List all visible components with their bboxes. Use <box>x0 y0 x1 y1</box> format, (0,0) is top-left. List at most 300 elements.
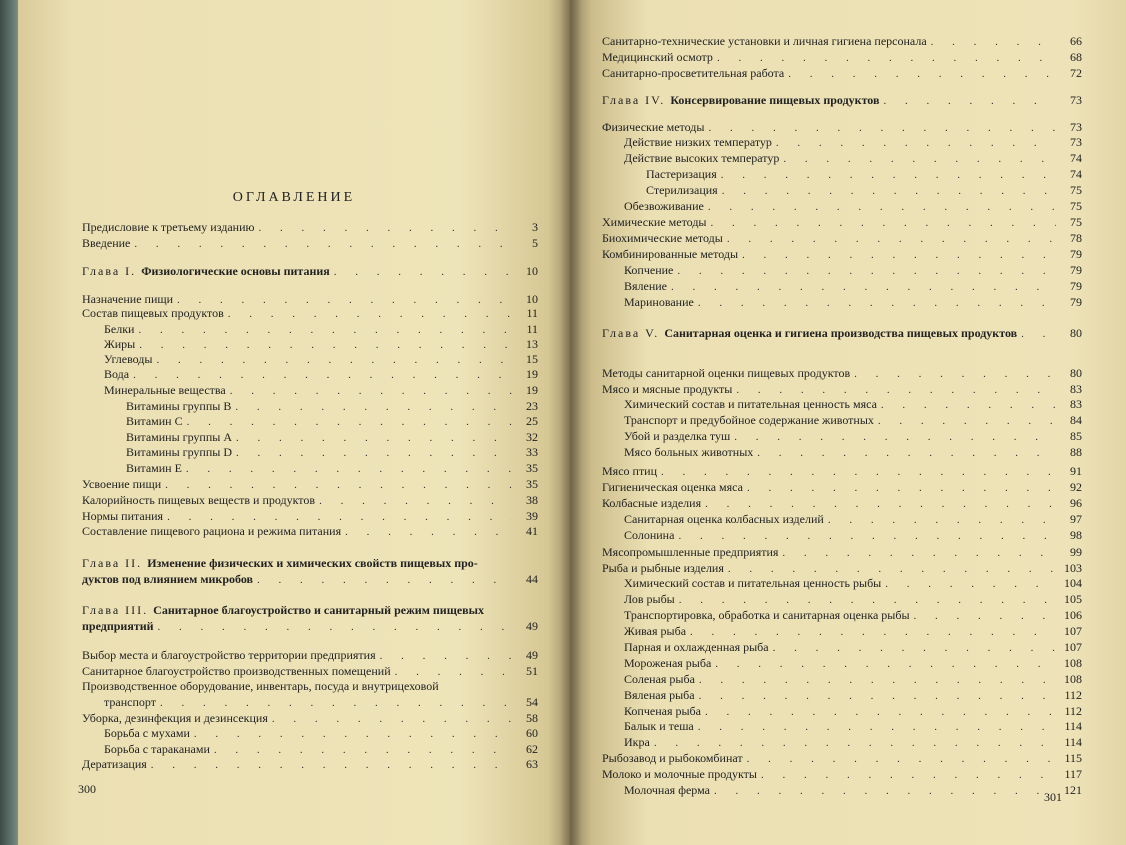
toc-entry-page: 3 <box>532 220 538 234</box>
leader-dots <box>690 625 1056 639</box>
toc-entry-title: Мясо птиц <box>602 464 658 478</box>
toc-entry <box>82 236 538 251</box>
toc-entry-label <box>624 199 704 213</box>
toc-entry-title: дуктов под влиянием микробов <box>82 572 254 586</box>
leader-dots <box>714 784 1056 798</box>
toc-entry-label <box>624 279 667 293</box>
toc-entry-label <box>602 34 927 48</box>
toc-entry-title: Дератизация <box>82 757 147 771</box>
toc-entry-page: 44 <box>526 572 538 586</box>
toc-entry <box>624 640 1082 655</box>
toc-entry <box>104 322 538 337</box>
leader-dots <box>228 307 512 321</box>
leader-dots <box>854 367 1056 381</box>
toc-entry-page: 103 <box>1064 561 1082 575</box>
chapter-number: Глава I. <box>82 264 142 278</box>
leader-dots <box>654 736 1056 750</box>
toc-entry <box>624 135 1082 150</box>
leader-dots <box>380 649 512 663</box>
toc-entry <box>602 93 1082 108</box>
toc-entry-title: транспорт <box>104 695 156 709</box>
leader-dots <box>722 184 1056 198</box>
toc-entry-label <box>104 726 190 740</box>
toc-entry-label <box>624 135 772 149</box>
toc-entry-title: Санитарно-просветительная работа <box>602 66 785 80</box>
book-gutter <box>560 0 582 845</box>
leader-dots <box>708 200 1056 214</box>
toc-entry-title: Витамин E <box>126 461 182 475</box>
leader-dots <box>679 593 1056 607</box>
toc-entry-page: 112 <box>1064 688 1082 702</box>
toc-entry-label <box>624 719 694 733</box>
toc-entry <box>602 464 1082 479</box>
toc-heading: ОГЛАВЛЕНИЕ <box>232 190 356 205</box>
leader-dots <box>230 384 512 398</box>
toc-entry-title: Балык и теша <box>624 719 694 733</box>
toc-entry <box>82 648 538 663</box>
toc-entry <box>82 664 538 679</box>
toc-entry-label <box>624 704 701 718</box>
toc-entry-page: 79 <box>1070 247 1082 261</box>
toc-entry <box>624 151 1082 166</box>
toc-entry-label <box>82 220 254 234</box>
toc-entry-page: 73 <box>1070 135 1082 149</box>
toc-entry <box>104 726 538 741</box>
toc-entry <box>624 397 1082 412</box>
toc-entry-title: Химические методы <box>602 215 707 229</box>
toc-entry-label <box>104 337 135 351</box>
right-page <box>570 0 1126 845</box>
toc-entry <box>104 367 538 382</box>
toc-entry-title: Витамин C <box>126 414 183 428</box>
leader-dots <box>705 705 1056 719</box>
toc-entry-page: 104 <box>1064 576 1082 590</box>
right-toc <box>570 0 1126 845</box>
leader-dots <box>699 673 1056 687</box>
leader-dots <box>158 620 512 634</box>
leader-dots <box>257 573 512 587</box>
toc-entry-title: Живая рыба <box>624 624 687 638</box>
toc-entry-title: Витамины группы A <box>126 430 232 444</box>
toc-entry <box>602 66 1082 81</box>
toc-entry-page: 11 <box>526 306 538 320</box>
toc-entry-page: 78 <box>1070 231 1082 245</box>
toc-entry-page: 62 <box>526 742 538 756</box>
toc-entry-page: 80 <box>1070 326 1082 340</box>
toc-entry <box>624 263 1082 278</box>
toc-entry <box>82 493 538 508</box>
toc-entry-page: 84 <box>1070 413 1082 427</box>
toc-entry <box>602 561 1082 576</box>
toc-entry-label <box>602 231 723 245</box>
toc-entry-page: 91 <box>1070 464 1082 478</box>
leader-dots <box>133 368 512 382</box>
toc-entry-title: Рыба и рыбные изделия <box>602 561 724 575</box>
toc-entry-title: Мороженая рыба <box>624 656 712 670</box>
leader-dots <box>186 462 512 476</box>
toc-entry-label <box>624 263 673 277</box>
toc-entry <box>646 183 1082 198</box>
chapter-number: Глава IV. <box>602 93 671 107</box>
leader-dots <box>783 152 1056 166</box>
leader-dots <box>721 168 1056 182</box>
leader-dots <box>881 398 1056 412</box>
chapter-number: Глава II. <box>82 556 148 570</box>
toc-entry-title: Нормы питания <box>82 509 164 523</box>
toc-entry-label <box>602 50 713 64</box>
leader-dots <box>885 577 1056 591</box>
leader-dots <box>788 67 1056 81</box>
toc-entry-page: 15 <box>526 352 538 366</box>
toc-entry-label <box>602 545 778 559</box>
toc-entry-title: Икра <box>624 735 650 749</box>
toc-entry-title: Санитарная оценка и гигиена производства пищевых продуктов <box>664 326 1018 340</box>
leader-dots <box>167 510 512 524</box>
leader-dots <box>931 35 1056 49</box>
leader-dots <box>705 497 1056 511</box>
leader-dots <box>727 232 1056 246</box>
toc-entry-page: 108 <box>1064 656 1082 670</box>
toc-entry-title: Белки <box>104 322 135 336</box>
toc-entry-label <box>624 429 730 443</box>
toc-entry <box>82 509 538 524</box>
leader-dots <box>319 494 512 508</box>
toc-entry-title: Жиры <box>104 337 136 351</box>
toc-entry-title: предприятий <box>82 619 154 633</box>
toc-entry-title: Медицинский осмотр <box>602 50 713 64</box>
chapter-number: Глава V. <box>602 326 665 340</box>
toc-entry-label <box>126 414 183 428</box>
toc-entry <box>646 167 1082 182</box>
toc-entry-label <box>82 477 161 491</box>
toc-entry-title: Санитарное благоустройство производственных помещений <box>82 664 391 678</box>
leader-dots <box>698 296 1056 310</box>
left-page-number: 300 <box>78 782 96 796</box>
leader-dots <box>1021 327 1056 341</box>
toc-entry-label <box>624 783 710 797</box>
leader-dots <box>747 752 1056 766</box>
toc-entry-title: Комбинированные методы <box>602 247 739 261</box>
toc-entry-label <box>624 672 695 686</box>
toc-entry-page: 80 <box>1070 366 1082 380</box>
toc-entry <box>624 199 1082 214</box>
toc-entry-title: Пастеризация <box>646 167 717 181</box>
toc-entry <box>602 366 1082 381</box>
leader-dots <box>698 720 1056 734</box>
toc-entry-title: Стерилизация <box>646 183 718 197</box>
toc-entry-title: Колбасные изделия <box>602 496 702 510</box>
toc-entry-page: 72 <box>1070 66 1082 80</box>
toc-entry-label <box>602 93 880 107</box>
toc-entry-page: 114 <box>1064 719 1082 733</box>
leader-dots <box>258 221 512 235</box>
toc-entry-label <box>602 464 657 478</box>
leader-dots <box>395 665 512 679</box>
toc-entry-title: Химический состав и питательная ценность мяса <box>624 397 877 411</box>
toc-entry-title: Углеводы <box>104 352 153 366</box>
toc-entry <box>602 231 1082 246</box>
toc-entry-label <box>126 399 231 413</box>
toc-entry-label <box>82 556 478 570</box>
leader-dots <box>177 293 512 307</box>
toc-entry <box>624 429 1082 444</box>
toc-entry-page: 96 <box>1070 496 1082 510</box>
toc-entry-title: Солонина <box>624 528 675 542</box>
toc-entry-title: Мясопромышленные предприятия <box>602 545 779 559</box>
leader-dots <box>138 323 512 337</box>
toc-entry <box>624 608 1082 623</box>
leader-dots <box>134 237 512 251</box>
toc-entry-page: 107 <box>1064 624 1082 638</box>
toc-entry-page: 13 <box>526 337 538 351</box>
toc-entry-page: 58 <box>526 711 538 725</box>
toc-entry-page: 25 <box>526 414 538 428</box>
toc-entry-label <box>602 496 701 510</box>
toc-entry-page: 51 <box>526 664 538 678</box>
toc-entry-label <box>646 183 718 197</box>
toc-entry <box>82 264 538 279</box>
leader-dots <box>334 265 512 279</box>
toc-entry-title: Санитарное благоустройство и санитарный режим пищевых <box>153 603 485 617</box>
toc-entry-page: 105 <box>1064 592 1082 606</box>
toc-entry-label <box>82 648 376 662</box>
toc-entry-page: 63 <box>526 757 538 771</box>
toc-entry-title: Транспортировка, обработка и санитарная оценка рыбы <box>624 608 910 622</box>
leader-dots <box>828 513 1056 527</box>
leader-dots <box>272 712 512 726</box>
toc-entry-page: 49 <box>526 619 538 633</box>
toc-entry <box>624 528 1082 543</box>
toc-entry-title: Вяленая рыба <box>624 688 695 702</box>
toc-entry-page: 83 <box>1070 397 1082 411</box>
toc-entry <box>82 306 538 321</box>
toc-entry-label <box>82 493 315 507</box>
toc-entry-title: Усвоение пищи <box>82 477 162 491</box>
toc-entry-title: Калорийность пищевых веществ и продуктов <box>82 493 316 507</box>
toc-entry-page: 33 <box>526 445 538 459</box>
toc-entry-label <box>624 151 779 165</box>
toc-entry-page: 98 <box>1070 528 1082 542</box>
toc-entry <box>104 352 538 367</box>
toc-entry <box>602 751 1082 766</box>
toc-entry-title: Физические методы <box>602 120 705 134</box>
toc-entry-title: Транспорт и предубойное содержание животных <box>624 413 874 427</box>
toc-entry-page: 60 <box>526 726 538 740</box>
toc-entry-label <box>624 640 769 654</box>
toc-entry-page: 23 <box>526 399 538 413</box>
toc-entry-title: Введение <box>82 236 131 250</box>
toc-entry-label <box>104 742 210 756</box>
toc-entry <box>104 337 538 352</box>
toc-entry-label <box>624 512 824 526</box>
toc-entry-label <box>82 664 391 678</box>
leader-dots <box>156 353 512 367</box>
toc-entry <box>126 445 538 460</box>
toc-entry-page: 121 <box>1064 783 1082 797</box>
leader-dots <box>878 414 1056 428</box>
leader-dots <box>194 727 512 741</box>
leader-dots <box>914 609 1056 623</box>
toc-entry-page: 38 <box>526 493 538 507</box>
toc-entry-label <box>82 236 130 250</box>
toc-entry-label <box>104 695 156 709</box>
toc-entry-label <box>602 326 1017 340</box>
toc-entry <box>126 399 538 414</box>
toc-entry <box>104 742 538 757</box>
leader-dots <box>678 529 1056 543</box>
toc-entry <box>82 292 538 307</box>
toc-entry-label <box>624 735 650 749</box>
toc-entry-label <box>624 592 675 606</box>
toc-entry-title: Копчение <box>624 263 674 277</box>
leader-dots <box>165 478 512 492</box>
toc-entry-label <box>624 624 686 638</box>
toc-entry <box>624 445 1082 460</box>
toc-entry <box>602 120 1082 135</box>
toc-entry-page: 10 <box>526 292 538 306</box>
leader-dots <box>728 562 1056 576</box>
toc-entry <box>602 326 1082 341</box>
toc-entry-title: Мясо больных животных <box>624 445 754 459</box>
toc-entry-label <box>82 711 268 725</box>
toc-entry-title: Гигиеническая оценка мяса <box>602 480 743 494</box>
toc-entry <box>602 480 1082 495</box>
toc-entry-title: Соленая рыба <box>624 672 695 686</box>
leader-dots <box>151 758 512 772</box>
toc-entry-label <box>82 306 224 320</box>
toc-entry-label <box>602 120 704 134</box>
toc-entry-page: 79 <box>1070 295 1082 309</box>
toc-entry <box>602 247 1082 262</box>
toc-entry-label <box>646 167 717 181</box>
toc-entry-title: Санитарно-технические установки и личная гигиена персонала <box>602 34 927 48</box>
toc-entry-title: Маринование <box>624 295 694 309</box>
toc-entry-label <box>82 757 147 771</box>
toc-entry-title: Лов рыбы <box>624 592 675 606</box>
toc-entry-title: Действие низких температур <box>624 135 772 149</box>
toc-entry <box>624 688 1082 703</box>
toc-entry-title: Санитарная оценка колбасных изделий <box>624 512 824 526</box>
toc-entry-label <box>602 215 707 229</box>
toc-entry-page: 73 <box>1070 93 1082 107</box>
left-toc <box>18 0 570 845</box>
toc-entry <box>602 34 1082 49</box>
toc-entry <box>602 767 1082 782</box>
leader-dots <box>773 641 1056 655</box>
toc-entry-page: 35 <box>526 477 538 491</box>
toc-entry-title: Производственное оборудование, инвентарь, посуда и внутрицеховой <box>82 679 439 693</box>
toc-entry-page: 107 <box>1064 640 1082 654</box>
leader-dots <box>708 121 1056 135</box>
toc-entry <box>624 624 1082 639</box>
toc-entry-label <box>602 366 850 380</box>
leader-dots <box>661 465 1056 479</box>
leader-dots <box>677 264 1056 278</box>
leader-dots <box>187 415 512 429</box>
toc-entry <box>82 572 538 587</box>
toc-entry-page: 117 <box>1064 767 1082 781</box>
toc-entry-label <box>126 445 232 459</box>
toc-entry <box>624 719 1082 734</box>
toc-entry-page: 19 <box>526 383 538 397</box>
toc-entry-title: Назначение пищи <box>82 292 174 306</box>
toc-entry <box>602 382 1082 397</box>
toc-entry-title: Витамины группы D <box>126 445 232 459</box>
toc-entry-label <box>624 608 910 622</box>
toc-entry <box>624 279 1082 294</box>
leader-dots <box>776 136 1056 150</box>
toc-entry-title: Изменение физических и химических свойств пищевых про- <box>147 556 478 570</box>
toc-entry <box>82 524 538 539</box>
toc-entry-label <box>624 656 711 670</box>
toc-entry-title: Вода <box>104 367 130 381</box>
toc-entry-page: 114 <box>1064 735 1082 749</box>
toc-entry-title: Методы санитарной оценки пищевых продуктов <box>602 366 851 380</box>
leader-dots <box>160 696 512 710</box>
toc-entry <box>602 545 1082 560</box>
toc-entry-title: Витамины группы B <box>126 399 232 413</box>
toc-entry-title: Выбор места и благоустройство территории предприятия <box>82 648 376 662</box>
toc-entry <box>624 672 1082 687</box>
toc-entry-page: 75 <box>1070 215 1082 229</box>
toc-entry-page: 41 <box>526 524 538 538</box>
toc-entry-page: 79 <box>1070 279 1082 293</box>
toc-entry-label <box>82 264 330 278</box>
toc-entry-title: Действие высоких температур <box>624 151 780 165</box>
toc-entry-page: 88 <box>1070 445 1082 459</box>
toc-entry <box>624 512 1082 527</box>
toc-entry-label <box>82 524 341 538</box>
toc-entry <box>624 576 1082 591</box>
right-page-number: 301 <box>1044 790 1062 804</box>
toc-entry-page: 75 <box>1070 199 1082 213</box>
leader-dots <box>742 248 1056 262</box>
toc-entry <box>82 603 538 617</box>
toc-entry-label <box>82 509 163 523</box>
toc-entry-label <box>624 528 674 542</box>
toc-entry-title: Уборка, дезинфекция и дезинсекция <box>82 711 268 725</box>
toc-entry-title: Мясо и мясные продукты <box>602 382 733 396</box>
toc-entry-label <box>126 430 232 444</box>
toc-entry <box>82 619 538 634</box>
leader-dots <box>717 51 1056 65</box>
toc-entry <box>82 556 538 570</box>
toc-entry <box>82 757 538 772</box>
toc-entry <box>82 477 538 492</box>
leader-dots <box>736 383 1056 397</box>
leader-dots <box>884 94 1057 108</box>
toc-entry <box>82 679 538 693</box>
toc-entry-label <box>104 322 134 336</box>
toc-entry-label <box>82 572 253 586</box>
toc-entry-title: Убой и разделка туш <box>624 429 731 443</box>
toc-entry-label <box>602 480 743 494</box>
toc-entry-page: 74 <box>1070 167 1082 181</box>
toc-entry-label <box>104 383 226 397</box>
leader-dots <box>761 768 1056 782</box>
toc-entry-title: Обезвоживание <box>624 199 704 213</box>
toc-entry <box>624 783 1082 798</box>
toc-entry-label <box>602 247 738 261</box>
toc-entry-label <box>104 352 152 366</box>
toc-entry <box>602 496 1082 511</box>
toc-entry-title: Борьба с мухами <box>104 726 190 740</box>
toc-entry-label <box>624 413 874 427</box>
toc-entry-page: 83 <box>1070 382 1082 396</box>
toc-entry <box>624 295 1082 310</box>
toc-entry-title: Консервирование пищевых продуктов <box>670 93 880 107</box>
leader-dots <box>236 446 512 460</box>
